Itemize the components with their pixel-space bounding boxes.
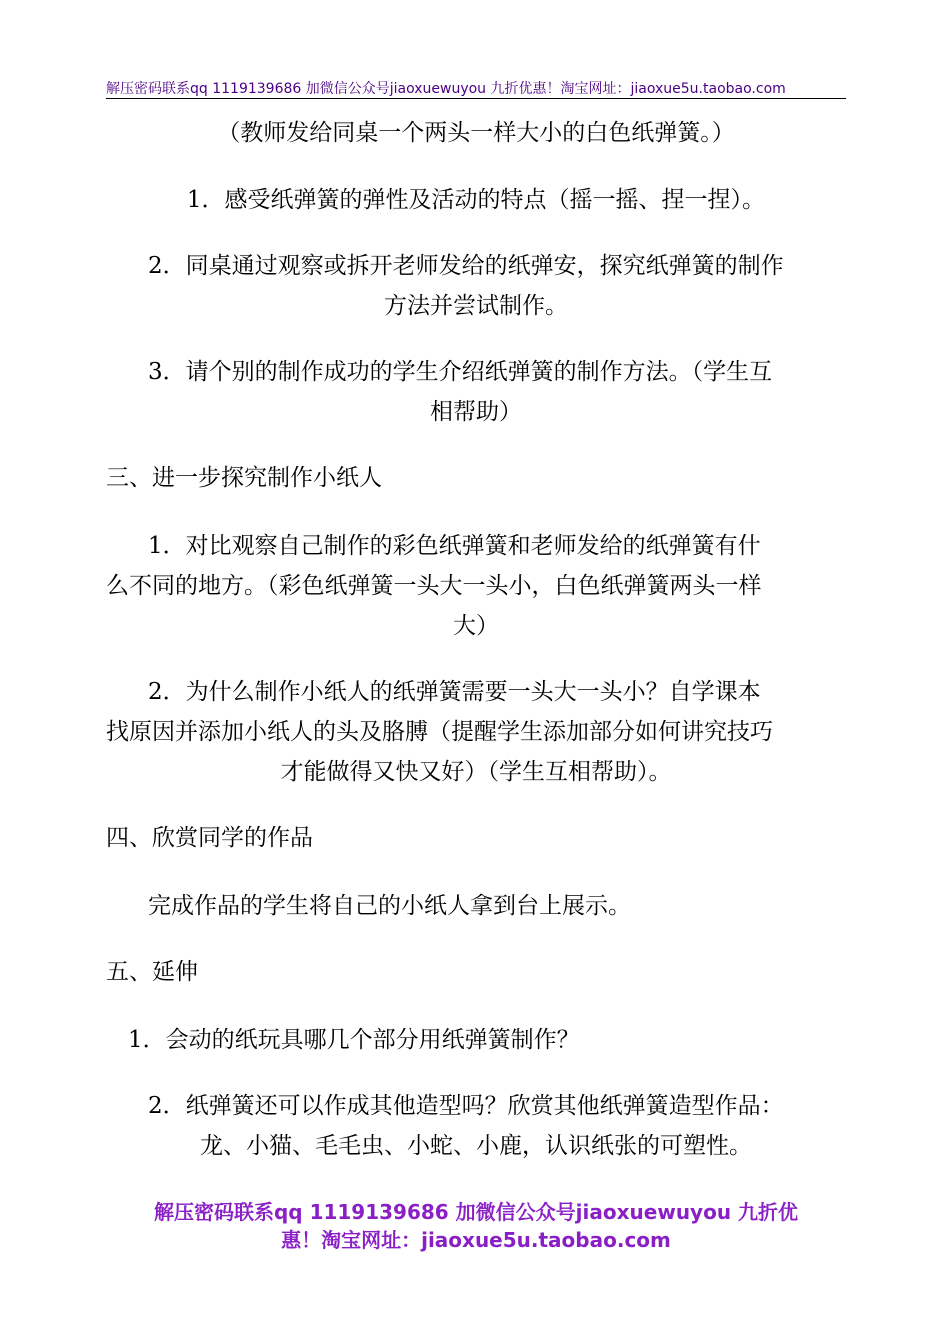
step-3-line-2: 相帮助）: [430, 399, 522, 425]
header-divider: [106, 98, 846, 99]
step-2-line-1: 2．同桌通过观察或拆开老师发给的纸弹安，探究纸弹簧的制作: [148, 253, 784, 279]
section-3-item-1-line-3: 大）: [453, 613, 499, 639]
intro-paragraph: （教师发给同桌一个两头一样大小的白色纸弹簧。）: [217, 120, 735, 146]
step-3-line-1: 3．请个别的制作成功的学生介绍纸弹簧的制作方法。（学生互: [148, 359, 773, 385]
section-4-heading: 四、欣赏同学的作品: [106, 825, 313, 851]
section-5-item-2-line-1: 2．纸弹簧还可以作成其他造型吗？欣赏其他纸弹簧造型作品：: [148, 1093, 784, 1119]
section-3-item-1-line-2: 么不同的地方。（彩色纸弹簧一头大一头小，白色纸弹簧两头一样: [106, 573, 762, 599]
section-5-item-1: 1．会动的纸玩具哪几个部分用纸弹簧制作？: [128, 1027, 580, 1053]
section-5-item-2-line-2: 龙、小猫、毛毛虫、小蛇、小鹿，认识纸张的可塑性。: [200, 1133, 752, 1159]
section-4-text: 完成作品的学生将自己的小纸人拿到台上展示。: [148, 893, 631, 919]
footer-watermark-line-1: 解压密码联系qq 1119139686 加微信公众号jiaoxuewuyou 九折优: [153, 1200, 799, 1224]
section-3-item-2-line-2: 找原因并添加小纸人的头及胳膊（提醒学生添加部分如何讲究技巧: [106, 719, 773, 745]
section-5-heading: 五、延伸: [106, 959, 198, 985]
header-watermark: 解压密码联系qq 1119139686 加微信公众号jiaoxuewuyou 九折优惠！淘宝网址：jiaoxue5u.taobao.com: [106, 81, 786, 97]
section-3-heading: 三、进一步探究制作小纸人: [106, 465, 382, 491]
step-1-text: 1．感受纸弹簧的弹性及活动的特点（摇一摇、捏一捏）。: [186, 187, 766, 213]
section-3-item-2-line-1: 2．为什么制作小纸人的纸弹簧需要一头大一头小？自学课本: [148, 679, 761, 705]
step-2-line-2: 方法并尝试制作。: [384, 293, 568, 319]
footer-watermark-line-2: 惠！淘宝网址：jiaoxue5u.taobao.com: [281, 1228, 671, 1252]
section-3-item-1-line-1: 1．对比观察自己制作的彩色纸弹簧和老师发给的纸弹簧有什: [148, 533, 761, 559]
section-3-item-2-line-3: 才能做得又快又好）（学生互相帮助）。: [280, 759, 672, 785]
